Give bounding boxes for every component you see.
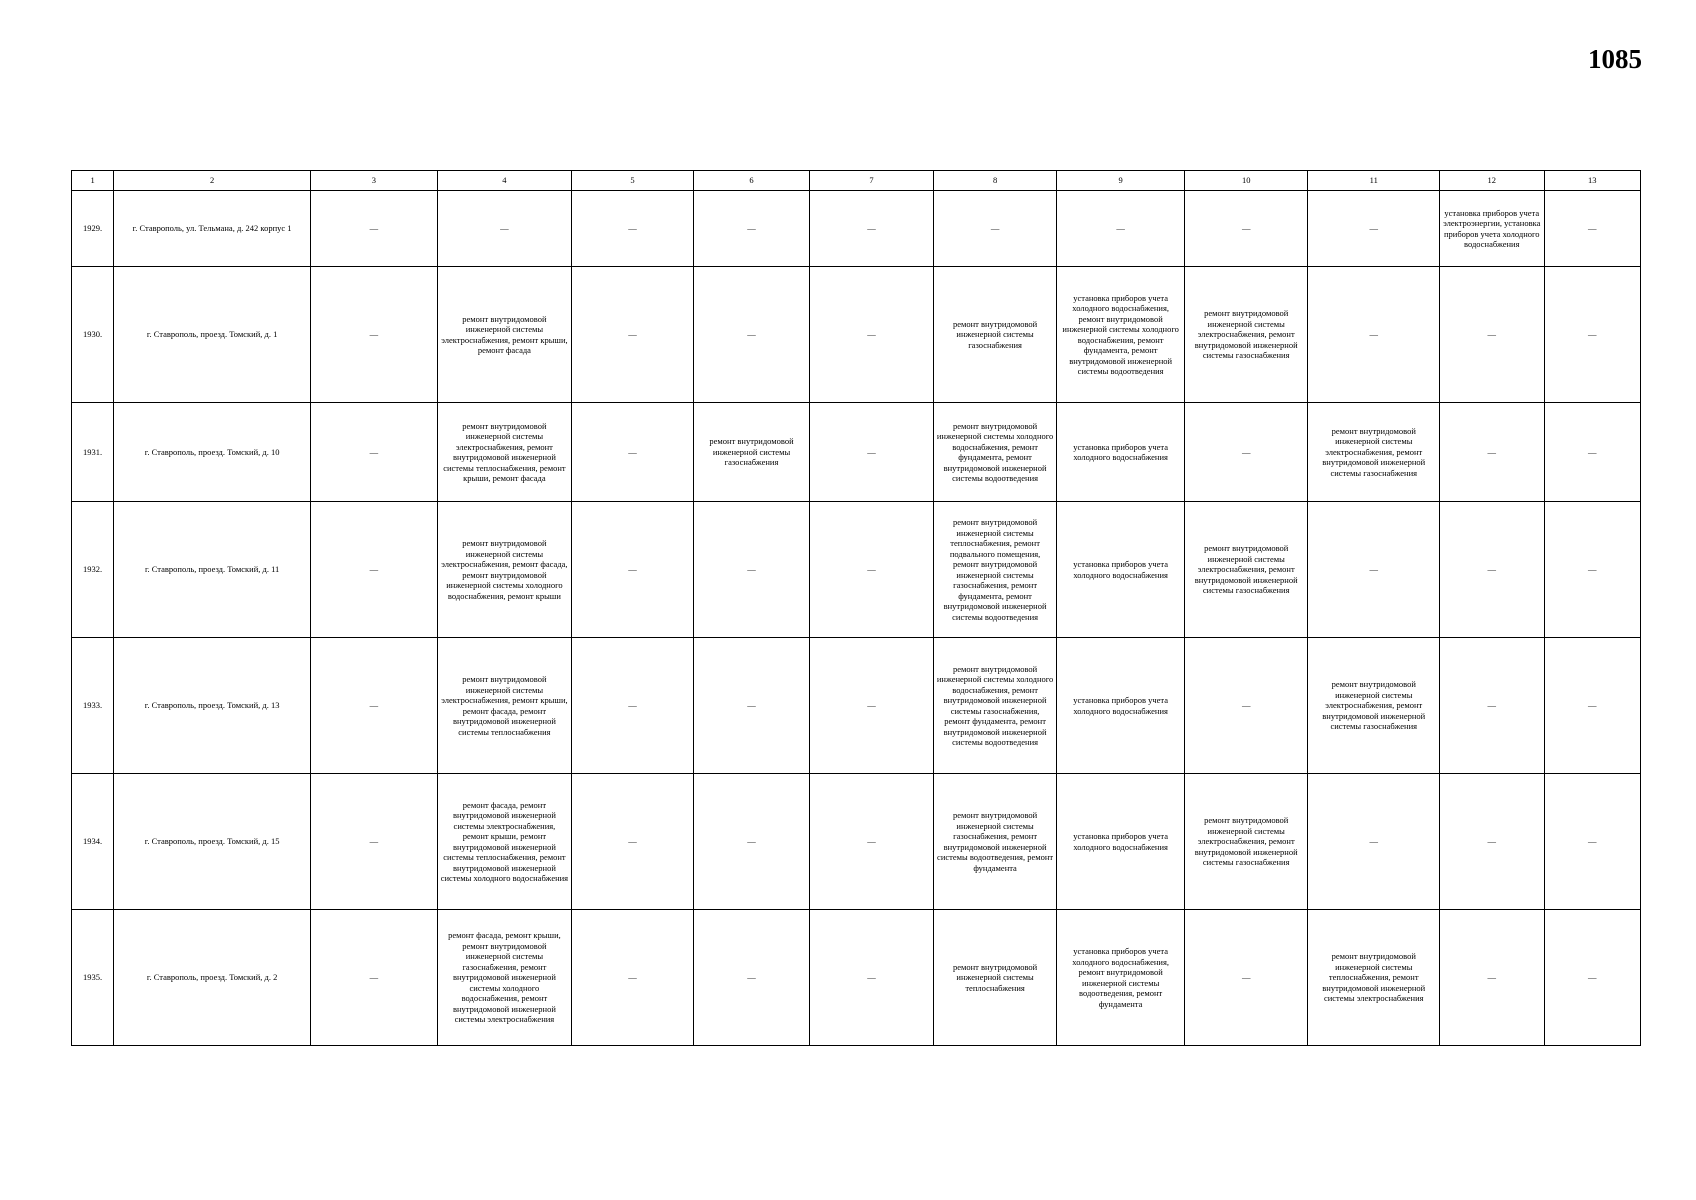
cell-col-8: ремонт внутридомовой инженерной системы газоснабжения [933,267,1057,403]
cell-col-7-empty [810,910,934,1046]
dash-mark: — [867,223,876,234]
col-header-2: 2 [114,171,311,191]
dash-mark: — [500,223,509,234]
col-header-11: 11 [1308,171,1440,191]
dash-mark: — [1588,700,1597,711]
dash-mark: — [1487,446,1497,457]
cell-col-7-empty [810,502,934,638]
dash-mark: — [1487,329,1497,340]
dash-mark: — [628,972,637,983]
col-header-10: 10 [1184,171,1308,191]
cell-col-10: ремонт внутридомовой инженерной системы электроснабжения, ремонт внутридомовой инженерной системы газоснабжения [1184,774,1308,910]
col-header-6: 6 [693,171,810,191]
cell-col-4: ремонт внутридомовой инженерной системы электроснабжения, ремонт крыши, ремонт фасада, ремонт внутридомовой инженерной системы теплоснабжения [437,638,572,774]
dash-mark: — [1487,836,1497,847]
cell-col-13-empty [1544,191,1641,267]
cell-col-7-empty [810,403,934,502]
table-row [72,403,1641,502]
cell-col-3-empty [311,267,438,403]
dash-mark: — [867,446,876,457]
cell-col-9: установка приборов учета холодного водоснабжения, ремонт внутридомовой инженерной системы холодного водоснабжения, ремонт фундамента, ремонт внутридомовой инженерной системы водоотведения [1057,267,1185,403]
cell-col-7-empty [810,267,934,403]
col-header-3: 3 [311,171,438,191]
cell-col-12-empty [1440,774,1544,910]
cell-col-9: установка приборов учета холодного водоснабжения [1057,403,1185,502]
table-row [72,774,1641,910]
dash-mark: — [747,700,756,711]
cell-col-4: ремонт фасада, ремонт внутридомовой инженерной системы электроснабжения, ремонт крыши, ремонт внутридомовой инженерной системы теплоснабжения, ремонт внутридомовой инженерной системы холодного водоснабжения [437,774,572,910]
dash-mark: — [1487,700,1497,711]
dash-mark: — [1241,700,1251,711]
dash-mark: — [369,836,379,847]
repair-schedule-table [71,170,1641,1046]
dash-mark: — [628,564,637,575]
dash-mark: — [867,836,876,847]
dash-mark: — [747,564,756,575]
cell-col-8: ремонт внутридомовой инженерной системы теплоснабжения [933,910,1057,1046]
dash-mark: — [990,223,1000,234]
row-address: г. Ставрополь, проезд. Томский, д. 2 [114,910,311,1046]
cell-col-8: ремонт внутридомовой инженерной системы холодного водоснабжения, ремонт фундамента, ремонт внутридомовой инженерной системы водоотведения [933,403,1057,502]
cell-col-4-empty [437,191,572,267]
cell-col-8-empty [933,191,1057,267]
cell-col-5-empty [572,403,694,502]
cell-col-3-empty [311,403,438,502]
dash-mark: — [1588,836,1597,847]
cell-col-6-empty [693,638,810,774]
cell-col-6-empty [693,910,810,1046]
cell-col-11: ремонт внутридомовой инженерной системы теплоснабжения, ремонт внутридомовой инженерной системы электроснабжения [1308,910,1440,1046]
cell-col-9-empty [1057,191,1185,267]
table-row [72,502,1641,638]
header-row [72,171,1641,191]
cell-col-6-empty [693,774,810,910]
cell-col-12-empty [1440,267,1544,403]
row-number: 1932. [72,502,114,638]
cell-col-12-empty [1440,403,1544,502]
cell-col-5-empty [572,638,694,774]
cell-col-11-empty [1308,191,1440,267]
dash-mark: — [369,223,379,234]
row-number: 1933. [72,638,114,774]
cell-col-4: ремонт внутридомовой инженерной системы электроснабжения, ремонт фасада, ремонт внутридомовой инженерной системы холодного водоснабжения, ремонт крыши [437,502,572,638]
cell-col-11: ремонт внутридомовой инженерной системы электроснабжения, ремонт внутридомовой инженерной системы газоснабжения [1308,638,1440,774]
cell-col-6-empty [693,191,810,267]
cell-col-13-empty [1544,502,1641,638]
dash-mark: — [1241,223,1251,234]
cell-col-7-empty [810,638,934,774]
dash-mark: — [1487,972,1497,983]
dash-mark: — [1487,564,1497,575]
dash-mark: — [747,223,756,234]
cell-col-6: ремонт внутридомовой инженерной системы газоснабжения [693,403,810,502]
dash-mark: — [369,329,379,340]
cell-col-13-empty [1544,910,1641,1046]
cell-col-13-empty [1544,774,1641,910]
row-number: 1935. [72,910,114,1046]
dash-mark: — [1588,564,1597,575]
table-row [72,191,1641,267]
dash-mark: — [1588,223,1597,234]
dash-mark: — [1369,564,1378,575]
row-number: 1930. [72,267,114,403]
cell-col-5-empty [572,774,694,910]
col-header-5: 5 [572,171,694,191]
cell-col-11: ремонт внутридомовой инженерной системы электроснабжения, ремонт внутридомовой инженерной системы газоснабжения [1308,403,1440,502]
cell-col-12-empty [1440,638,1544,774]
col-header-13: 13 [1544,171,1641,191]
dash-mark: — [747,329,756,340]
row-address: г. Ставрополь, проезд. Томский, д. 13 [114,638,311,774]
cell-col-5-empty [572,267,694,403]
row-address: г. Ставрополь, ул. Тельмана, д. 242 корпус 1 [114,191,311,267]
cell-col-12-empty [1440,910,1544,1046]
dash-mark: — [1241,446,1251,457]
cell-col-9: установка приборов учета холодного водоснабжения, ремонт внутридомовой инженерной системы водоотведения, ремонт фундамента [1057,910,1185,1046]
dash-mark: — [747,836,756,847]
dash-mark: — [628,223,637,234]
cell-col-12: установка приборов учета электроэнергии, установка приборов учета холодного водоснабжения [1440,191,1544,267]
table-row [72,267,1641,403]
table-row [72,638,1641,774]
col-header-8: 8 [933,171,1057,191]
row-address: г. Ставрополь, проезд. Томский, д. 10 [114,403,311,502]
cell-col-5-empty [572,910,694,1046]
row-address: г. Ставрополь, проезд. Томский, д. 15 [114,774,311,910]
dash-mark: — [1369,329,1378,340]
cell-col-8: ремонт внутридомовой инженерной системы газоснабжения, ремонт внутридомовой инженерной системы водоотведения, ремонт фундамента [933,774,1057,910]
col-header-12: 12 [1440,171,1544,191]
dash-mark: — [1369,223,1378,234]
cell-col-9: установка приборов учета холодного водоснабжения [1057,502,1185,638]
dash-mark: — [369,446,379,457]
dash-mark: — [1588,446,1597,457]
col-header-1: 1 [72,171,114,191]
dash-mark: — [867,564,876,575]
cell-col-3-empty [311,191,438,267]
cell-col-9: установка приборов учета холодного водоснабжения [1057,774,1185,910]
cell-col-10-empty [1184,638,1308,774]
cell-col-8: ремонт внутридомовой инженерной системы холодного водоснабжения, ремонт внутридомовой инженерной системы газоснабжения, ремонт фундамента, ремонт внутридомовой инженерной системы водоотведения [933,638,1057,774]
dash-mark: — [369,700,379,711]
cell-col-9: установка приборов учета холодного водоснабжения [1057,638,1185,774]
cell-col-10: ремонт внутридомовой инженерной системы электроснабжения, ремонт внутридомовой инженерной системы газоснабжения [1184,267,1308,403]
cell-col-5-empty [572,502,694,638]
dash-mark: — [1241,972,1251,983]
col-header-9: 9 [1057,171,1185,191]
row-address: г. Ставрополь, проезд. Томский, д. 11 [114,502,311,638]
cell-col-3-empty [311,910,438,1046]
cell-col-4: ремонт фасада, ремонт крыши, ремонт внутридомовой инженерной системы газоснабжения, ремонт внутридомовой инженерной системы холодного водоснабжения, ремонт внутридомовой инженерной системы электроснабжения [437,910,572,1046]
cell-col-13-empty [1544,638,1641,774]
cell-col-11-empty [1308,774,1440,910]
cell-col-6-empty [693,267,810,403]
dash-mark: — [1116,223,1125,234]
dash-mark: — [369,564,379,575]
page-number: 1085 [1588,44,1642,74]
dash-mark: — [628,329,637,340]
cell-col-3-empty [311,502,438,638]
cell-col-12-empty [1440,502,1544,638]
dash-mark: — [628,700,637,711]
col-header-7: 7 [810,171,934,191]
cell-col-7-empty [810,191,934,267]
row-number: 1929. [72,191,114,267]
dash-mark: — [867,972,876,983]
cell-col-11-empty [1308,267,1440,403]
dash-mark: — [867,700,876,711]
dash-mark: — [369,972,379,983]
cell-col-10: ремонт внутридомовой инженерной системы электроснабжения, ремонт внутридомовой инженерной системы газоснабжения [1184,502,1308,638]
cell-col-6-empty [693,502,810,638]
cell-col-7-empty [810,774,934,910]
cell-col-10-empty [1184,191,1308,267]
cell-col-3-empty [311,638,438,774]
cell-col-4: ремонт внутридомовой инженерной системы электроснабжения, ремонт крыши, ремонт фасада [437,267,572,403]
row-number: 1934. [72,774,114,910]
dash-mark: — [867,329,876,340]
cell-col-13-empty [1544,403,1641,502]
row-number: 1931. [72,403,114,502]
cell-col-8: ремонт внутридомовой инженерной системы теплоснабжения, ремонт подвального помещения, ремонт внутридомовой инженерной системы газоснабжения, ремонт фундамента, ремонт внутридомовой инженерной системы водоотведения [933,502,1057,638]
dash-mark: — [1588,972,1597,983]
cell-col-13-empty [1544,267,1641,403]
cell-col-11-empty [1308,502,1440,638]
table-row [72,910,1641,1046]
row-address: г. Ставрополь, проезд. Томский, д. 1 [114,267,311,403]
dash-mark: — [1369,836,1378,847]
dash-mark: — [628,836,637,847]
cell-col-5-empty [572,191,694,267]
cell-col-10-empty [1184,403,1308,502]
cell-col-4: ремонт внутридомовой инженерной системы электроснабжения, ремонт внутридомовой инженерной системы теплоснабжения, ремонт крыши, ремонт фасада [437,403,572,502]
dash-mark: — [1588,329,1597,340]
dash-mark: — [747,972,756,983]
cell-col-10-empty [1184,910,1308,1046]
col-header-4: 4 [437,171,572,191]
dash-mark: — [628,446,637,457]
cell-col-3-empty [311,774,438,910]
